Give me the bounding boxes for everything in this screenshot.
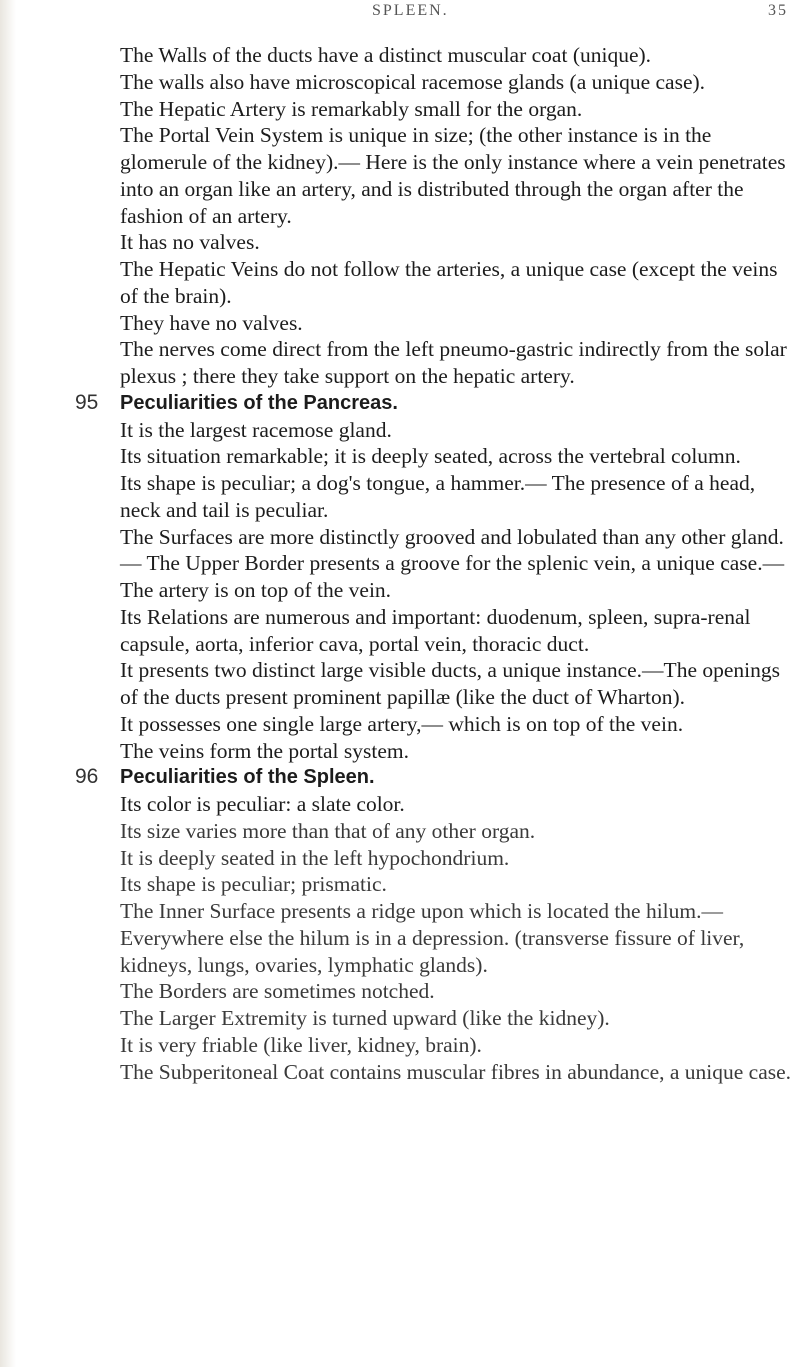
- page-header: [0, 2, 800, 26]
- paragraph: It presents two distinct large visible ducts, a unique instance.—The openings of the ducts present prominent papillæ (like the duct of Wharton).: [120, 658, 780, 709]
- paragraph: They have no valves.: [120, 310, 303, 335]
- paragraph: Its Relations are numerous and important: duodenum, spleen, supra-renal capsule, aorta, inferior cava, portal vein, thoracic duct.: [120, 604, 751, 656]
- section-heading-pancreas: [75, 390, 792, 417]
- section-heading-spleen: [75, 764, 792, 791]
- paragraph: It is the largest racemose gland.: [120, 417, 392, 442]
- paragraph: It is very friable (like liver, kidney, brain).: [120, 1032, 482, 1057]
- paragraph: The Borders are sometimes notched.: [120, 979, 435, 1004]
- paragraph: The Hepatic Artery is remarkably small for the organ.: [120, 96, 583, 121]
- paragraph: Its color is peculiar: a slate color.: [120, 792, 405, 816]
- paragraph: The Hepatic Veins do not follow the arteries, a unique case (except the veins of the brain).: [120, 257, 778, 308]
- paragraph: The Surfaces are more distinctly grooved and lobulated than any other gland.— The Upper Border presents a groove for the splenic vein, a unique case.— The artery is on top of the vein.: [120, 524, 785, 602]
- paragraph: Its size varies more than that of any other organ.: [120, 818, 536, 843]
- page-edge-shadow: [0, 0, 16, 1367]
- section-title: Peculiarities of the Pancreas.: [120, 391, 398, 414]
- paragraph: Its shape is peculiar; prismatic.: [120, 872, 387, 897]
- section-title: Peculiarities of the Spleen.: [120, 766, 375, 789]
- paragraph: The nerves come direct from the left pneumo-gastric indirectly from the solar plexus ; there they take support on the hepatic artery.: [120, 337, 787, 388]
- paragraph: The Larger Extremity is turned upward (like the kidney).: [120, 1006, 610, 1030]
- paragraph: The walls also have microscopical racemose glands (a unique case).: [120, 69, 706, 94]
- paragraph: The Subperitoneal Coat contains muscular fibres in abundance, a unique case.: [120, 1059, 792, 1084]
- section-number: 95: [75, 390, 99, 414]
- paragraph: It has no valves.: [120, 230, 260, 255]
- paragraph: It is deeply seated in the left hypochondrium.: [120, 845, 510, 870]
- paragraph: The veins form the portal system.: [120, 738, 409, 763]
- paragraph: The Walls of the ducts have a distinct muscular coat (unique).: [120, 43, 652, 67]
- running-title: SPLEEN.: [372, 2, 449, 19]
- paragraph: The Portal Vein System is unique in size; (the other instance is in the glomerule of the kidney).— Here is the only instance where a vein penetrates into an organ like an artery, and is distributed through the organ after the fashion of an artery.: [120, 123, 786, 228]
- page-body: [75, 42, 792, 1085]
- paragraph: Its shape is peculiar; a dog's tongue, a hammer.— The presence of a head, neck and tail is peculiar.: [120, 471, 756, 522]
- paragraph: It possesses one single large artery,— which is on top of the vein.: [120, 711, 684, 736]
- section-number: 96: [75, 765, 99, 789]
- paragraph: The Inner Surface presents a ridge upon which is located the hilum.— Everywhere else the hilum is in a depression. (transverse fissure of liver, kidneys, lungs, ovaries, lymphatic glands).: [120, 899, 745, 977]
- page-number: 35: [768, 2, 788, 19]
- paragraph: Its situation remarkable; it is deeply seated, across the vertebral column.: [120, 444, 741, 469]
